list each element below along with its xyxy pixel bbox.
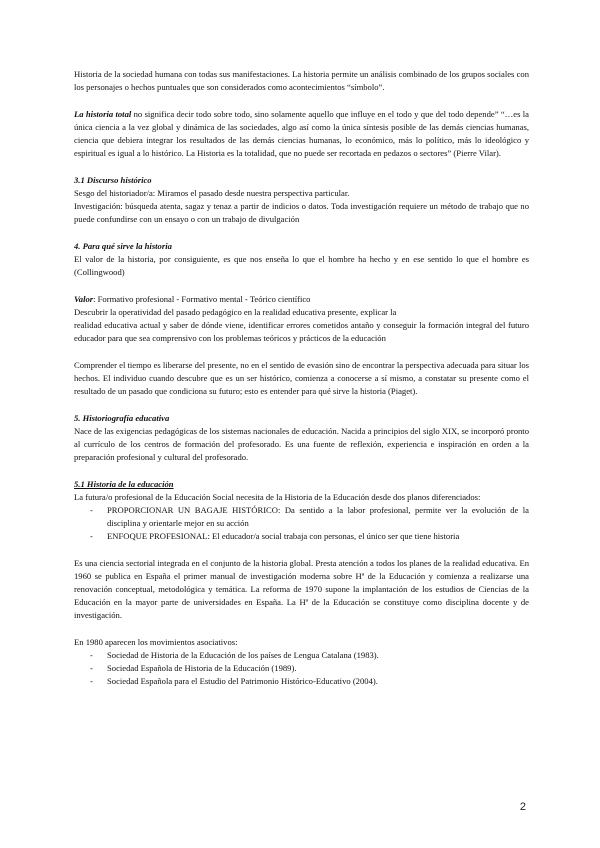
paragraph-ciencia-sectorial: Es una ciencia sectorial integrada en el conjunto de la historia global. Presta atención a todos los planes de la realidad educativa. En 1960 se publica en España el primer manual de investigación moderna sobre Hª de la Educación y comienza a realizarse una renovación conceptual, metodológica y temática. La reforma de 1970 supone la implantación de los estudios de Ciencias de la Educación en la mayor parte de universidades en España. La Hª de la Educación se constituye como disciplina docente y de investigación. (74, 558, 529, 620)
asociaciones-list (74, 649, 529, 688)
paragraph-sociedad-humana: Historia de la sociedad humana con todas sus manifestaciones. La historia permite un análisis combinado de los grupos sociales con los personajes o hechos puntuales que son considerados como acontecimientos “símbolo”. (74, 69, 529, 92)
valor-lead: Valor (74, 294, 94, 304)
list-item: - Sociedad Española de Historia de la Educación (1989). (74, 662, 529, 675)
paragraph-historia-total (74, 108, 529, 160)
paragraph-collingwood: El valor de la historia, por consiguiente, es que nos enseña lo que el hombre ha hecho y en ese sentido lo que el hombre es (Collingwood) (74, 254, 529, 277)
descubrir-line: Descubrir la operatividad del pasado pedagógico en la realidad educativa presente, explicar la (74, 307, 397, 317)
valor-types: : Formativo profesional - Formativo mental - Teórico científico (93, 294, 311, 304)
page-number: 2 (519, 801, 526, 813)
list-item: - Sociedad de Historia de la Educación de los países de Lengua Catalana (1983). (74, 649, 529, 662)
realidad-educativa-line: realidad educativa actual y saber de dónde viene, identificar errores cometidos antaño y conseguir la formación integral del futuro educador para que sea comprensivo con los problemas teóricos y prácticos de la educación (74, 320, 529, 343)
page-body (74, 68, 529, 688)
heading-historia-educacion: 5.1 Historia de la educación (74, 479, 174, 489)
historia-total-lead: La historia total (74, 109, 132, 119)
paragraph-1980-intro: En 1980 aparecen los movimientos asociativos: (74, 637, 238, 647)
list-item: - Sociedad Española para el Estudio del Patrimonio Histórico-Educativo (2004). (74, 675, 529, 688)
planos-list (74, 504, 529, 543)
investigacion-line: Investigación: búsqueda atenta, sagaz y tenaz a partir de indicios o datos. Toda investigación requiere un método de trabajo que no puede confundirse con un ensayo o con un trabajo de divulgación (74, 201, 529, 224)
heading-para-que-sirve: 4. Para qué sirve la historia (74, 241, 172, 251)
historia-total-text: no significa decir todo sobre todo, sino solamente aquello que influye en el todo y que del todo depende” “…es la única ciencia a la vez global y dinámica de las sociedades, algo así como la única síntesis posible de las demás ciencias humanas, ciencia que debiera integrar los resultados de las demás ciencias humanas, lo económico, más lo político, más lo ideológico y espiritual es igual a lo histórico. La Historia es la totalidad, que no puede ser recortada en pedazos o sectores” (Pierre Vilar). (74, 109, 529, 158)
valor-line (74, 293, 529, 306)
sesgo-line: Sesgo del historiador/a: Miramos el pasado desde nuestra perspectiva particular. (74, 188, 350, 198)
paragraph-futura-profesional: La futura/o profesional de la Educación Social necesita de la Historia de la Educación desde dos planos diferenciados: (74, 492, 481, 502)
paragraph-comprender-tiempo: Comprender el tiempo es liberarse del presente, no en el sentido de evasión sino de encontrar la perspectiva adecuada para situar los hechos. El individuo cuando descubre que es un ser histórico, comienza a conocerse a sí mismo, a constatar su presente como el resultado de un pasado que condiciona su futuro; esto es entender para qué sirve la historia (Piaget). (74, 360, 529, 396)
heading-historiografia-educativa: 5. Historiografía educativa (74, 413, 170, 423)
paragraph-historiografia: Nace de las exigencias pedagógicas de los sistemas nacionales de educación. Nacida a principios del siglo XIX, se incorporó pronto al currículo de los centros de formación del profesorado. Es una fuente de reflexión, experiencia e inspiración en orden a la preparación profesional y cultural del profesorado. (74, 426, 529, 462)
list-item: - ENFOQUE PROFESIONAL: El educador/a social trabaja con personas, el único ser que tiene historia (74, 530, 529, 543)
heading-discurso-historico: 3.1 Discurso histórico (74, 175, 152, 185)
list-item: - PROPORCIONAR UN BAGAJE HISTÓRICO: Da sentido a la labor profesional, permite ver la evolución de la disciplina y orientarle mejor en su acción (74, 504, 529, 530)
